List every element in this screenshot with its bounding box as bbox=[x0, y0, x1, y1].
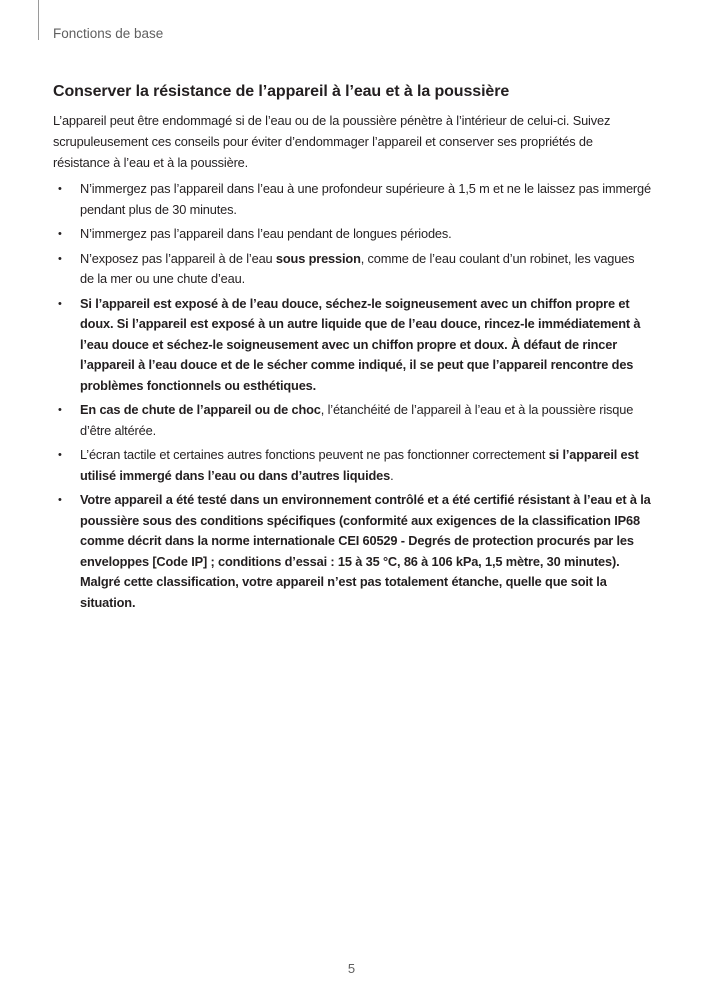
header-rule bbox=[38, 0, 39, 40]
content bbox=[53, 83, 651, 617]
bullet-icon: • bbox=[58, 449, 62, 462]
bullet-icon: • bbox=[58, 494, 62, 507]
bullet-text: . bbox=[390, 467, 394, 483]
bullet-text: L’écran tactile et certaines autres fonctions peuvent ne pas fonctionner correctement bbox=[80, 447, 549, 463]
list-item bbox=[53, 249, 651, 290]
list-item bbox=[53, 445, 651, 486]
bullet-text: N’immergez pas l’appareil dans l’eau à une profondeur supérieure à 1,5 m et ne le laissez pas immergé pendant plus de 30 minutes. bbox=[80, 181, 651, 217]
bullet-icon: • bbox=[58, 404, 62, 417]
bullet-text: N’immergez pas l’appareil dans l’eau pendant de longues périodes. bbox=[80, 226, 452, 242]
bullet-icon: • bbox=[58, 183, 62, 196]
intro-paragraph: L’appareil peut être endommagé si de l’eau ou de la poussière pénètre à l’intérieur de celui-ci. Suivez scrupuleusement ces conseils pour éviter d’endommager l’appareil et conserver ses propriétés de résistance à l’eau et à la poussière. bbox=[53, 113, 611, 170]
bullet-emphasis: Votre appareil a été testé dans un environnement contrôlé et a été certifié résistant à l’eau et à la poussière sous des conditions spécifiques (conformité aux exigences de la classification IP68 comme décrit dans la norme internationale CEI 60529 - Degrés de protection procurés par les enveloppes [Code IP] ; conditions d’essai : 15 à 35 °C, 86 à 106 kPa, 1,5 mètre, 30 minutes). Malgré cette classification, votre appareil n’est pas totalement étanche, quelle que soit la situation. bbox=[80, 492, 651, 610]
list-item bbox=[53, 400, 651, 441]
bullet-emphasis: sous pression bbox=[275, 250, 361, 266]
page-number: 5 bbox=[347, 961, 356, 976]
bullet-text: , comme de l’eau coulant d’un robinet, les vagues de la mer ou une chute d’eau. bbox=[80, 250, 635, 287]
list-item bbox=[53, 224, 651, 245]
bullet-icon: • bbox=[58, 252, 62, 265]
bullet-text: N’exposez pas l’appareil à de l’eau bbox=[80, 250, 276, 266]
list-item bbox=[53, 294, 651, 397]
section-title: Conserver la résistance de l’appareil à l’eau et à la poussière bbox=[53, 83, 510, 100]
list-item bbox=[53, 179, 651, 220]
bullet-emphasis: En cas de chute de l’appareil ou de choc bbox=[80, 402, 321, 418]
list-item bbox=[53, 490, 651, 613]
bullet-emphasis: si l’appareil est utilisé immergé dans l’eau ou dans d’autres liquides bbox=[80, 447, 639, 483]
bullet-emphasis: Si l’appareil est exposé à de l’eau douce, séchez-le soigneusement avec un chiffon propre et doux. Si l’appareil est exposé à un autre liquide que de l’eau douce, rincez-le immédiatement à l’eau douce et séchez-le soigneusement avec un chiffon propre et doux. À défaut de rincer l’appareil à l’eau douce et de le sécher comme indiqué, il se peut que l’appareil rencontre des problèmes fonctionnels ou esthétiques. bbox=[80, 295, 641, 393]
bullet-text: , l’étanchéité de l’appareil à l’eau et à la poussière risque d’être altérée. bbox=[80, 402, 634, 438]
bullet-icon: • bbox=[58, 297, 62, 310]
running-head: Fonctions de base bbox=[53, 26, 164, 41]
bullet-icon: • bbox=[58, 228, 62, 241]
bullet-list bbox=[53, 179, 651, 613]
